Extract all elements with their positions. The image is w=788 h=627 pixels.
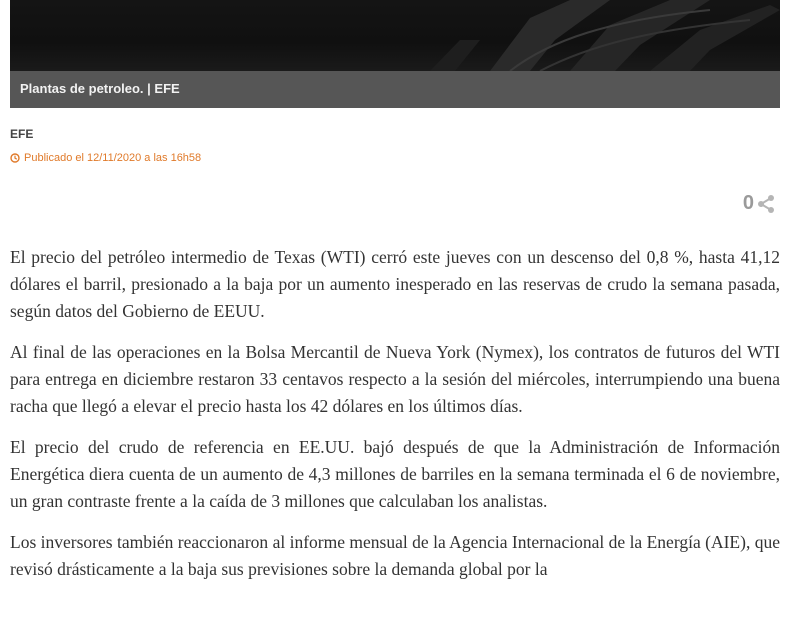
article-paragraph: El precio del crudo de referencia en EE.UU. bajó después de que la Administración de Información Energética diera cuenta de un aumento de 4,3 millones de barriles en la semana terminada el 6 de noviembre, un gran contraste frente a la caída de 3 millones que calculaban los analistas. xyxy=(10,437,780,511)
article-paragraph: Al final de las operaciones en la Bolsa Mercantil de Nueva York (Nymex), los contratos de futuros del WTI para entrega en diciembre restaron 33 centavos respecto a la sesión del miércoles, interrumpiendo una buena racha que llegó a elevar el precio hasta los 42 dólares en los últimos días. xyxy=(10,342,780,416)
article-paragraph: El precio del petróleo intermedio de Texas (WTI) cerró este jueves con un descenso del 0,8 %, hasta 41,12 dólares el barril, presionado a la baja por un aumento inesperado en las reservas de crudo la semana pasada, según datos del Gobierno de EEUU. xyxy=(10,247,780,321)
publish-date xyxy=(10,152,201,164)
hero-photo xyxy=(10,0,780,71)
article-body xyxy=(10,244,780,597)
hero-image xyxy=(10,0,780,108)
publish-date-text: Publicado el 12/11/2020 a las 16h58 xyxy=(24,152,202,164)
article-author[interactable]: EFE xyxy=(10,127,34,141)
caption-bar xyxy=(10,71,780,108)
image-caption: Plantas de petroleo. | EFE xyxy=(20,81,180,96)
share-widget[interactable] xyxy=(743,192,776,215)
oil-plant-photo xyxy=(10,0,780,71)
share-icon[interactable] xyxy=(756,194,776,214)
clock-icon xyxy=(10,153,20,163)
article-paragraph: Los inversores también reaccionaron al informe mensual de la Agencia Internacional de la Energía (AIE), que revisó drásticamente a la baja sus previsiones sobre la demanda global por la xyxy=(10,532,780,579)
share-count: 0 xyxy=(742,192,754,214)
